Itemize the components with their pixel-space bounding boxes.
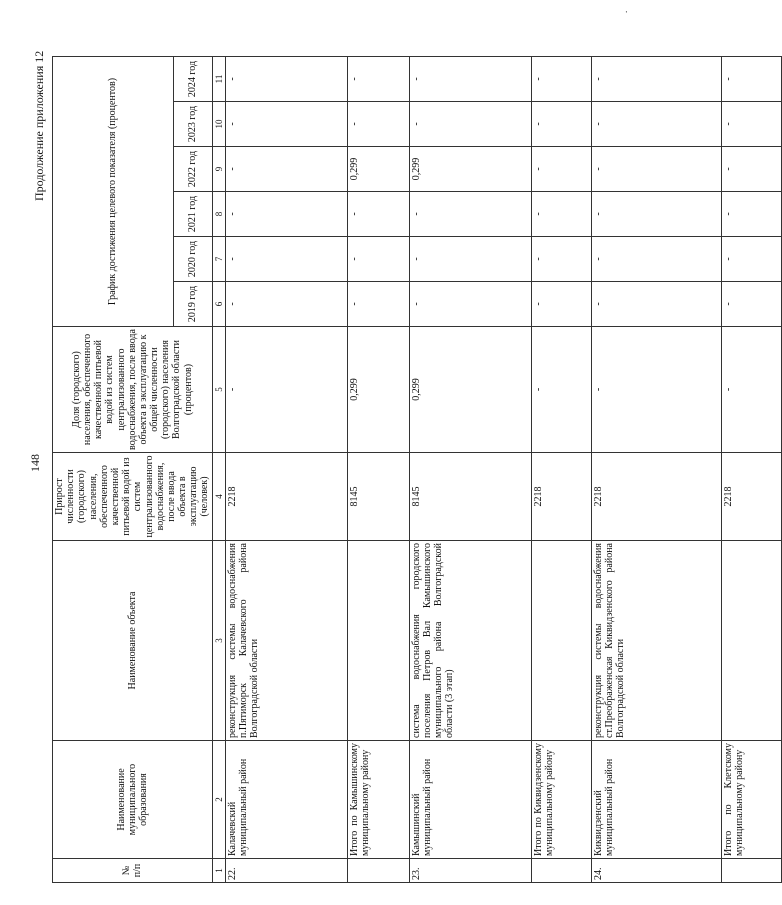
population-increase: 2218 [591, 453, 721, 541]
row-number: 22. [225, 859, 347, 883]
schedule-value: - [531, 102, 591, 147]
schedule-value: - [591, 237, 721, 282]
header-schedule-group: График достижения целевого показателя (процентов) [53, 56, 174, 326]
population-increase: 2218 [721, 453, 781, 541]
schedule-value: - [721, 192, 781, 237]
column-number: 2 [212, 741, 225, 859]
schedule-value: - [409, 56, 531, 101]
table-row [531, 56, 591, 882]
population-share: 0,299 [409, 327, 531, 453]
object-name: реконструкция системы водоснабжения ст.Преображенская Киквидзенского района Волгоградской области [591, 541, 721, 741]
row-number [721, 859, 781, 883]
schedule-value: - [347, 237, 409, 282]
population-share: - [721, 327, 781, 453]
schedule-value: - [409, 192, 531, 237]
population-share: - [591, 327, 721, 453]
schedule-value: - [225, 56, 347, 101]
object-name [347, 541, 409, 741]
column-number: 1 [212, 859, 225, 883]
header-year: 2021 год [173, 192, 212, 237]
column-number: 11 [212, 56, 225, 101]
municipality-name: Итого по Клетскому муниципальному району [721, 741, 781, 859]
population-increase: 2218 [225, 453, 347, 541]
schedule-value: - [591, 102, 721, 147]
column-number: 8 [212, 192, 225, 237]
population-share: - [225, 327, 347, 453]
schedule-value: - [225, 192, 347, 237]
schedule-value: - [591, 192, 721, 237]
object-name: система водоснабжения городского поселения Петров Вал Камышинского муниципального района Волгоградской области (3 этап) [409, 541, 531, 741]
column-number: 9 [212, 147, 225, 192]
row-number [347, 859, 409, 883]
schedule-value: - [721, 102, 781, 147]
municipality-name: Итого по Киквидзенскому муниципальному району [531, 741, 591, 859]
object-name [531, 541, 591, 741]
schedule-value: - [531, 237, 591, 282]
schedule-value: - [531, 56, 591, 101]
header-municipality: Наименование муниципального образования [53, 741, 213, 859]
header-year: 2024 год [173, 56, 212, 101]
schedule-value: - [531, 147, 591, 192]
schedule-value: - [591, 147, 721, 192]
schedule-value: - [591, 282, 721, 327]
table-row [591, 56, 721, 882]
header-population-increase: Прирост численности (городского) населения, обеспеченного качественной питьевой водой из систем централизованного водоснабжения, после ввода объекта в эксплуатацию (человек) [53, 453, 213, 541]
population-share: - [531, 327, 591, 453]
municipality-name: Камышинский муниципальный район [409, 741, 531, 859]
header-object: Наименование объекта [53, 541, 213, 741]
column-number: 7 [212, 237, 225, 282]
table-row [409, 56, 531, 882]
header-population-share: Доля (городского) населения, обеспеченного качественной питьевой водой из систем централизованного водоснабжения, после ввода объекта в эксплуатацию к общей численности (городского) населения Волгоградской области (процентов) [53, 327, 213, 453]
column-number: 3 [212, 541, 225, 741]
table-row [347, 56, 409, 882]
population-increase: 8145 [347, 453, 409, 541]
population-share: 0,299 [347, 327, 409, 453]
column-number: 10 [212, 102, 225, 147]
target-indicator-table [52, 56, 782, 883]
table-row [225, 56, 347, 882]
schedule-value: - [347, 102, 409, 147]
schedule-value: - [531, 192, 591, 237]
object-name: реконструкция системы водоснабжения п.Пятиморск Калачевского района Волгоградской области [225, 541, 347, 741]
continuation-label: Продолжение приложения 12 [32, 50, 46, 201]
schedule-value: - [347, 192, 409, 237]
schedule-value: - [409, 102, 531, 147]
schedule-value: - [347, 282, 409, 327]
schedule-value: - [347, 56, 409, 101]
schedule-value: - [409, 282, 531, 327]
header-year: 2022 год [173, 147, 212, 192]
schedule-value: - [225, 102, 347, 147]
population-increase: 8145 [409, 453, 531, 541]
header-year: 2019 год [173, 282, 212, 327]
header-num: № п/п [53, 859, 213, 883]
schedule-value: - [721, 56, 781, 101]
table-row [721, 56, 781, 882]
page-number: 148 [28, 454, 42, 472]
schedule-value: - [225, 282, 347, 327]
schedule-value: - [225, 237, 347, 282]
row-number [531, 859, 591, 883]
row-number: 23. [409, 859, 531, 883]
object-name [721, 541, 781, 741]
schedule-value: - [721, 237, 781, 282]
schedule-value: - [409, 237, 531, 282]
header-year: 2020 год [173, 237, 212, 282]
schedule-value: - [531, 282, 591, 327]
schedule-value: 0,299 [347, 147, 409, 192]
municipality-name: Калачевский муниципальный район [225, 741, 347, 859]
municipality-name: Итого по Камышинскому муниципальному району [347, 741, 409, 859]
header-year: 2023 год [173, 102, 212, 147]
row-number: 24. [591, 859, 721, 883]
schedule-value: 0,299 [409, 147, 531, 192]
column-number: 5 [212, 327, 225, 453]
schedule-value: - [721, 282, 781, 327]
column-number: 6 [212, 282, 225, 327]
schedule-value: - [721, 147, 781, 192]
column-number: 4 [212, 453, 225, 541]
population-increase: 2218 [531, 453, 591, 541]
schedule-value: - [591, 56, 721, 101]
page-mark: . [619, 10, 629, 13]
schedule-value: - [225, 147, 347, 192]
municipality-name: Киквидзенский муниципальный район [591, 741, 721, 859]
